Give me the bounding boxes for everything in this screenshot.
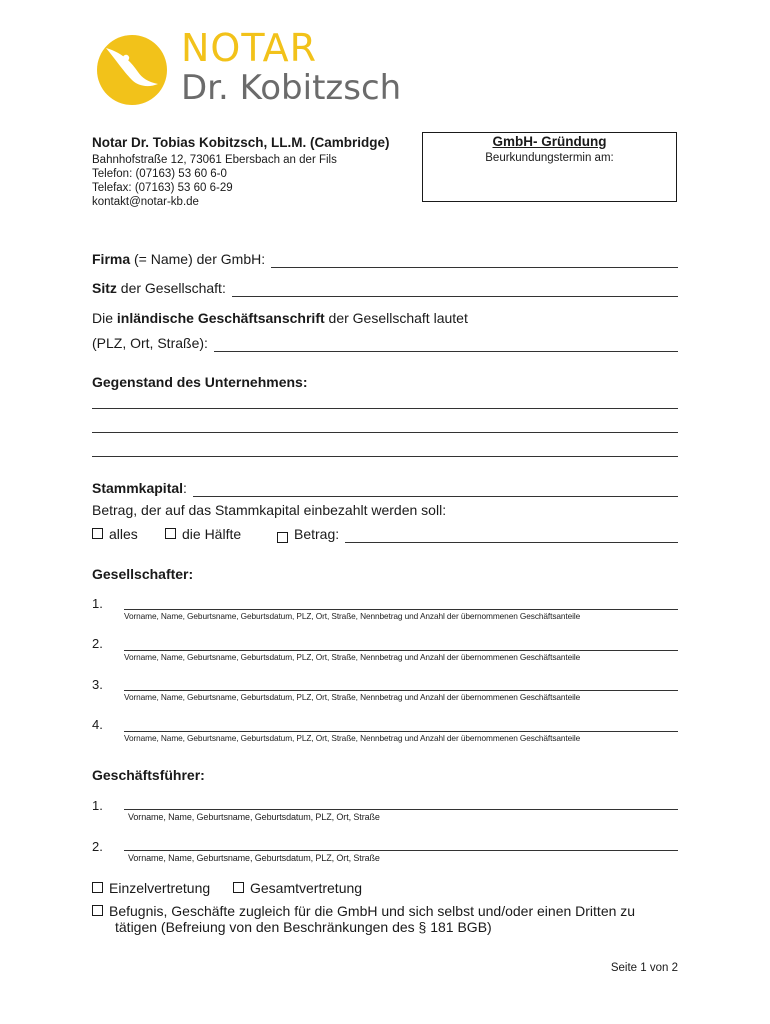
option-betrag[interactable]	[277, 526, 678, 543]
gegenstand-field-1[interactable]	[92, 408, 678, 409]
gesellschafter-field-4[interactable]	[124, 731, 678, 732]
geschaeftsfuehrer-title: Geschäftsführer:	[92, 767, 205, 783]
checkbox-gesamt-icon[interactable]	[233, 882, 244, 893]
gesellschafter-title: Gesellschafter:	[92, 566, 194, 582]
option-haelfte-label: die Hälfte	[182, 526, 242, 542]
anschrift-label	[92, 310, 468, 327]
betrag-field[interactable]	[345, 529, 678, 543]
checkbox-befugnis-icon[interactable]	[92, 905, 103, 916]
gesellschafter-field-3[interactable]	[124, 690, 678, 691]
sitz-row	[92, 280, 678, 297]
stammkapital-field[interactable]	[193, 483, 678, 497]
appointment-label: Beurkundungstermin am:	[485, 152, 614, 164]
anschrift-field[interactable]	[214, 338, 678, 352]
einzel-label: Einzelvertretung	[109, 880, 211, 896]
gesellschafter-number-1: 1.	[92, 596, 103, 611]
stammkapital-row	[92, 480, 678, 497]
option-alles[interactable]	[92, 526, 138, 543]
gesellschafter-field-2[interactable]	[124, 650, 678, 651]
option-gesamtvertretung[interactable]	[233, 880, 362, 897]
checkbox-alles-icon[interactable]	[92, 528, 103, 539]
option-befugnis[interactable]	[92, 903, 635, 920]
gesamt-label: Gesamtvertretung	[250, 880, 363, 896]
anschrift-pre: Die	[92, 310, 114, 326]
logo-title: NOTAR	[181, 26, 317, 70]
notary-phone: Telefon: (07163) 53 60 6-0	[92, 168, 227, 180]
gesellschafter-number-2: 2.	[92, 636, 103, 651]
gegenstand-label: Gegenstand des Unternehmens:	[92, 374, 308, 390]
betrag-question: Betrag, der auf das Stammkapital einbezahlt werden soll:	[92, 502, 447, 518]
anschrift-post: der Gesellschaft lautet	[328, 310, 468, 326]
gesellschafter-field-1[interactable]	[124, 609, 678, 610]
stammkapital-colon: :	[183, 480, 187, 496]
page-number: Seite 1 von 2	[610, 962, 678, 974]
sitz-label-bold: Sitz	[92, 280, 117, 296]
geschaeftsfuehrer-field-1[interactable]	[124, 809, 678, 810]
notary-fax: Telefax: (07163) 53 60 6-29	[92, 182, 233, 194]
option-haelfte[interactable]	[165, 526, 241, 543]
befugnis-label-2: tätigen (Befreiung von den Beschränkungen des § 181 BGB)	[115, 919, 492, 935]
geschaeftsfuehrer-field-2[interactable]	[124, 850, 678, 851]
geschaeftsfuehrer-number-1: 1.	[92, 798, 103, 813]
notary-email-link[interactable]: kontakt@notar-kb.de	[92, 196, 199, 208]
notar-logo-icon	[96, 34, 168, 106]
firma-label-bold: Firma	[92, 251, 131, 267]
firma-row	[92, 251, 678, 268]
gegenstand-field-2[interactable]	[92, 432, 678, 433]
sitz-field[interactable]	[232, 283, 678, 297]
anschrift-bold: inländische Geschäftsanschrift	[116, 310, 325, 326]
option-betrag-label: Betrag:	[294, 526, 340, 542]
gesellschafter-hint-4: Vorname, Name, Geburtsname, Geburtsdatum, PLZ, Ort, Straße, Nennbetrag und Anzahl der übernommenen Geschäftsanteile	[124, 733, 581, 743]
gesellschafter-hint-2: Vorname, Name, Geburtsname, Geburtsdatum, PLZ, Ort, Straße, Nennbetrag und Anzahl der übernommenen Geschäftsanteile	[124, 652, 581, 662]
geschaeftsfuehrer-hint-2: Vorname, Name, Geburtsname, Geburtsdatum, PLZ, Ort, Straße	[128, 853, 380, 863]
checkbox-betrag-icon[interactable]	[277, 532, 288, 543]
checkbox-haelfte-icon[interactable]	[165, 528, 176, 539]
geschaeftsfuehrer-hint-1: Vorname, Name, Geburtsname, Geburtsdatum, PLZ, Ort, Straße	[128, 812, 380, 822]
gesellschafter-hint-3: Vorname, Name, Geburtsname, Geburtsdatum, PLZ, Ort, Straße, Nennbetrag und Anzahl der übernommenen Geschäftsanteile	[124, 692, 581, 702]
gesellschafter-hint-1: Vorname, Name, Geburtsname, Geburtsdatum, PLZ, Ort, Straße, Nennbetrag und Anzahl der übernommenen Geschäftsanteile	[124, 611, 581, 621]
firma-field[interactable]	[271, 254, 678, 268]
option-alles-label: alles	[109, 526, 138, 542]
stammkapital-label: Stammkapital	[92, 480, 184, 496]
geschaeftsfuehrer-number-2: 2.	[92, 839, 103, 854]
befugnis-label-1: Befugnis, Geschäfte zugleich für die GmbH und sich selbst und/oder einen Dritten zu	[109, 903, 636, 919]
gegenstand-field-3[interactable]	[92, 456, 678, 457]
sitz-label: der Gesellschaft:	[120, 280, 226, 296]
logo-subtitle: Dr. Kobitzsch	[181, 68, 402, 108]
form-title: GmbH- Gründung	[492, 134, 607, 149]
gesellschafter-number-3: 3.	[92, 677, 103, 692]
gesellschafter-number-4: 4.	[92, 717, 103, 732]
anschrift-row	[92, 335, 678, 352]
notary-address: Bahnhofstraße 12, 73061 Ebersbach an der Fils	[92, 154, 337, 166]
notary-name: Notar Dr. Tobias Kobitzsch, LL.M. (Cambridge)	[92, 135, 390, 150]
option-einzelvertretung[interactable]	[92, 880, 210, 897]
anschrift-label-2: (PLZ, Ort, Straße):	[92, 335, 208, 351]
firma-label: (= Name) der GmbH:	[134, 251, 266, 267]
checkbox-einzel-icon[interactable]	[92, 882, 103, 893]
